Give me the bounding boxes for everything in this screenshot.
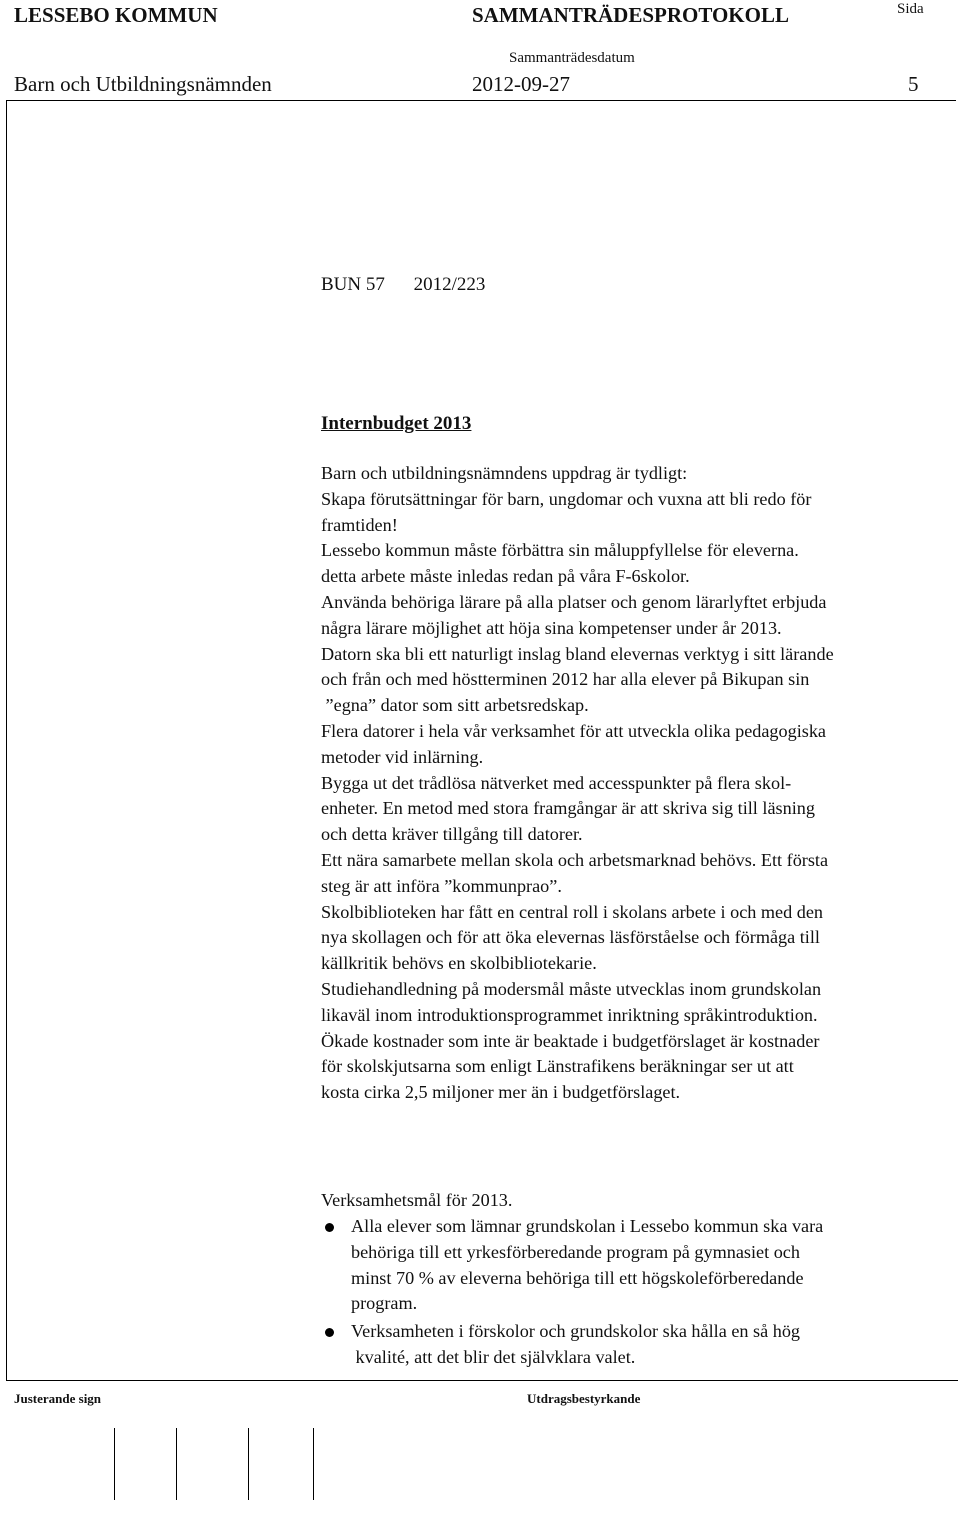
body-line: nya skollagen och för att öka elevernas läsförståelse och förmåga till <box>321 927 820 948</box>
case-number: 2012/223 <box>413 274 486 295</box>
meeting-date-label: Sammanträdesdatum <box>509 50 635 66</box>
document-title: Internbudget 2013 <box>321 413 472 434</box>
bullet-icon <box>325 1328 334 1337</box>
goal-line: program. <box>351 1293 418 1314</box>
body-line: för skolskjutsarna som enligt Länstrafikens beräkningar ser ut att <box>321 1056 794 1077</box>
body-line: Barn och utbildningsnämndens uppdrag är tydligt: <box>321 463 688 483</box>
body-line: Skolbiblioteken har fått en central roll i skolans arbete i och med den <box>321 901 824 922</box>
extract-certification-label: Utdragsbestyrkande <box>527 1391 641 1406</box>
header-rule <box>6 100 956 101</box>
org-name: LESSEBO KOMMUN <box>14 3 218 27</box>
meeting-date: 2012-09-27 <box>472 72 570 96</box>
left-margin-rule <box>6 100 7 1380</box>
committee-name: Barn och Utbildningsnämnden <box>14 72 272 96</box>
body-line: Datorn ska bli ett naturligt inslag bland elevernas verktyg i sitt lärande <box>321 643 834 664</box>
body-line: och från och med höstterminen 2012 har alla elever på Bikupan sin <box>321 669 810 690</box>
body-line: Använda behöriga lärare på alla platser och genom lärarlyftet erbjuda <box>321 591 827 612</box>
signature-box-divider <box>313 1428 314 1500</box>
goals-heading: Verksamhetsmål för 2013. <box>321 1190 513 1210</box>
body-line: kosta cirka 2,5 miljoner mer än i budgetförslaget. <box>321 1082 681 1103</box>
body-line: några lärare möjlighet att höja sina kompetenser under år 2013. <box>321 617 782 638</box>
signature-label: Justerande sign <box>14 1391 102 1406</box>
body-line: steg är att införa ”kommunprao”. <box>321 875 562 896</box>
body-line: Flera datorer i hela vår verksamhet för att utveckla olika pedagogiska <box>321 720 827 741</box>
body-text <box>321 461 834 1106</box>
body-line: källkritik behövs en skolbibliotekarie. <box>321 953 597 974</box>
body-line: Bygga ut det trådlösa nätverket med accesspunkter på flera skol- <box>321 772 792 793</box>
body-line: enheter. En metod med stora framgångar är att skriva sig till läsning <box>321 798 815 819</box>
goal-line: behöriga till ett yrkesförberedande program på gymnasiet och <box>351 1241 800 1262</box>
signature-box-divider <box>248 1428 249 1500</box>
body-line: Studiehandledning på modersmål måste utvecklas inom grundskolan <box>321 978 822 999</box>
footer-rule <box>6 1380 958 1381</box>
goal-line: kvalité, att det blir det självklara valet. <box>351 1346 636 1367</box>
bullet-icon <box>325 1223 334 1232</box>
section-reference <box>321 274 485 296</box>
body-line: Ökade kostnader som inte är beaktade i budgetförslaget är kostnader <box>321 1030 820 1051</box>
page-number: 5 <box>908 72 919 96</box>
body-line: Skapa förutsättningar för barn, ungdomar och vuxna att bli redo för <box>321 488 812 509</box>
signature-box-divider <box>176 1428 177 1500</box>
signature-box-divider <box>114 1428 115 1500</box>
body-line: Lessebo kommun måste förbättra sin måluppfyllelse för eleverna. <box>321 540 799 561</box>
body-line: ”egna” dator som sitt arbetsredskap. <box>321 695 589 716</box>
goal-line: Alla elever som lämnar grundskolan i Lessebo kommun ska vara <box>351 1216 824 1236</box>
goal-item <box>351 1214 823 1317</box>
body-line: Ett nära samarbete mellan skola och arbetsmarknad behövs. Ett första <box>321 849 829 870</box>
body-line: detta arbete måste inledas redan på våra F-6skolor. <box>321 566 690 587</box>
page-label: Sida <box>897 1 924 17</box>
goal-line: Verksamheten i förskolor och grundskolor ska hålla en så hög <box>351 1321 801 1341</box>
section-number: BUN 57 <box>321 274 385 295</box>
goal-line: minst 70 % av eleverna behöriga till ett högskoleförberedande <box>351 1267 804 1288</box>
body-line: likaväl inom introduktionsprogrammet inriktning språkintroduktion. <box>321 1004 818 1025</box>
document-type: SAMMANTRÄDESPROTOKOLL <box>472 3 789 27</box>
goal-item <box>351 1319 800 1371</box>
body-line: framtiden! <box>321 514 398 535</box>
body-line: och detta kräver tillgång till datorer. <box>321 824 583 845</box>
body-line: metoder vid inlärning. <box>321 746 484 767</box>
